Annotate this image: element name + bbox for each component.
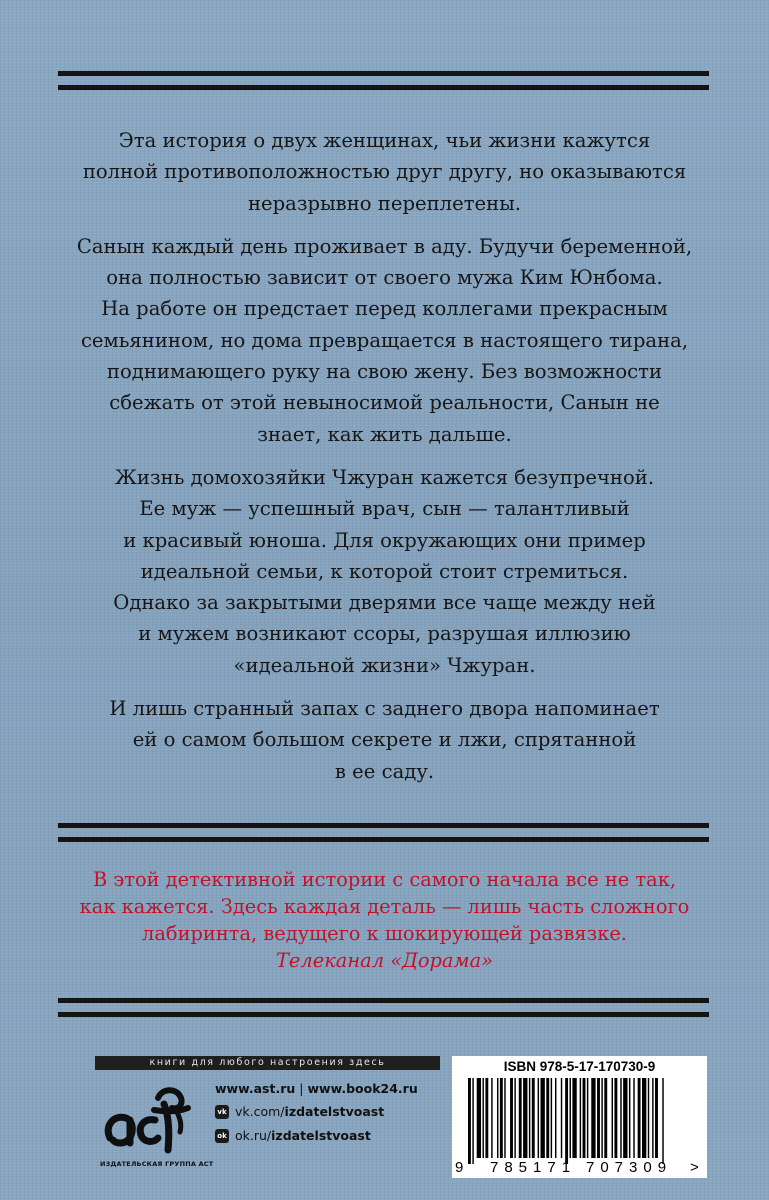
description-line: сбежать от этой невыносимой реальности, Санын не [109, 391, 660, 415]
rule-line [58, 71, 709, 76]
bottom-double-rule [58, 998, 709, 1018]
barcode-bar [500, 1078, 503, 1158]
barcode-bar [597, 1078, 600, 1158]
barcode-digits-right: 707309 [586, 1159, 673, 1176]
barcode-bar [551, 1078, 552, 1158]
barcode-bar [612, 1078, 613, 1158]
description-line: поднимающего руку на свою жену. Без возможности [106, 360, 663, 384]
publisher-slogan: книги для любого настроения здесь [95, 1056, 440, 1070]
barcode-bar [629, 1078, 630, 1158]
barcode-bar [572, 1078, 576, 1158]
barcode-bar [583, 1078, 586, 1158]
barcode-bar [587, 1078, 588, 1158]
rule-line [58, 837, 709, 842]
barcode-bar [652, 1078, 653, 1158]
barcode-bar [633, 1078, 634, 1158]
barcode-bar [620, 1078, 621, 1158]
description-line: Ее муж — успешный врач, сын — талантливый [139, 497, 630, 521]
description-line: И лишь странный запах с заднего двора напоминает [109, 697, 660, 721]
quote-line: В этой детективной истории с самого начала все не так, [92, 868, 677, 891]
barcode-bar [483, 1078, 484, 1158]
barcode-digit-lead: 9 [455, 1159, 464, 1176]
barcode-bar [580, 1078, 581, 1158]
barcode-bar [561, 1078, 562, 1158]
vk-handle: izdatelstvoast [284, 1104, 385, 1119]
ok-handle: izdatelstvoast [271, 1128, 371, 1143]
book-description [60, 125, 709, 799]
link-book24[interactable]: www.book24.ru [307, 1081, 418, 1096]
ok-domain: ok.ru/ [235, 1128, 272, 1143]
barcode-bar [662, 1078, 663, 1164]
barcode-bar [614, 1078, 617, 1158]
vk-domain: vk.com/ [235, 1104, 285, 1119]
barcode-digit-end: > [690, 1159, 699, 1176]
description-line: полной противоположностью друг другу, но оказываются [82, 160, 687, 184]
isbn-number: ISBN 978-5-17-170730-9 [503, 1059, 656, 1074]
barcode-bar [510, 1078, 513, 1158]
description-line: Эта история о двух женщинах, чьи жизни кажутся [118, 129, 651, 152]
barcode-bar [529, 1078, 530, 1158]
barcode-bar [655, 1078, 658, 1158]
barcode-bar [504, 1078, 505, 1158]
ok-icon: ok [215, 1129, 229, 1143]
barcode-digits-left: 785171 [490, 1159, 577, 1176]
link-separator: | [299, 1081, 304, 1096]
description-paragraph [60, 125, 709, 219]
barcode-bar [491, 1078, 492, 1158]
vk-link[interactable] [215, 1100, 445, 1124]
barcode-bar [472, 1078, 473, 1164]
description-line: семьянином, но дома превращается в настоящего тирана, [80, 328, 689, 352]
publisher-links [215, 1078, 445, 1148]
barcode-bar [497, 1078, 498, 1158]
barcode-bar [623, 1078, 627, 1158]
description-line: Однако за закрытыми дверями все чаще между ней [113, 591, 656, 615]
rule-line [58, 1012, 709, 1017]
quote-line: как кажется. Здесь каждая деталь — лишь часть сложного [79, 895, 690, 918]
rule-line [58, 823, 709, 828]
description-line: Санын каждый день проживает в аду. Будучи беременной, [76, 234, 693, 258]
rule-line [58, 998, 709, 1003]
description-paragraph [60, 693, 709, 787]
quote-line: лабиринта, ведущего к шокирующей развязке. [142, 922, 627, 945]
website-links [215, 1078, 445, 1100]
top-double-rule [58, 71, 709, 91]
quote-attribution: Телеканал «Дорама» [276, 949, 493, 972]
barcode-bar [538, 1078, 539, 1158]
isbn-barcode [452, 1056, 707, 1178]
description-paragraph [60, 231, 709, 450]
barcode-bar [485, 1078, 488, 1158]
description-line: неразрывно переплетены. [247, 191, 522, 215]
barcode-bar [638, 1078, 641, 1158]
description-line: На работе он предстает перед коллегами прекрасным [101, 297, 668, 321]
description-line: в ее саду. [334, 759, 435, 783]
barcode-digits [452, 1160, 707, 1178]
barcode-bar [642, 1078, 646, 1158]
description-line: и мужем возникают ссоры, разрушая иллюзию [138, 622, 631, 646]
quote-text [60, 866, 709, 947]
ok-link[interactable] [215, 1124, 445, 1148]
rule-line [58, 85, 709, 90]
description-line: она полностью зависит от своего мужа Ким Юнбома. [106, 266, 663, 290]
vk-icon: vk [215, 1105, 229, 1119]
barcode-bar [648, 1078, 649, 1158]
description-line: знает, как жить дальше. [257, 422, 512, 446]
barcode-bar [570, 1078, 571, 1158]
barcode-bar [514, 1078, 515, 1158]
barcode-bar [541, 1078, 545, 1158]
description-line: Жизнь домохозяйки Чжуран кажется безупречной. [114, 465, 655, 489]
ast-logo-icon [100, 1080, 195, 1158]
barcode-bar [604, 1078, 607, 1158]
description-line: «идеальной жизни» Чжуран. [233, 653, 536, 677]
link-ast[interactable]: www.ast.ru [215, 1081, 296, 1096]
barcode-bar [468, 1078, 471, 1164]
barcode-bar [523, 1078, 527, 1158]
middle-double-rule [58, 823, 709, 843]
description-line: и красивый юноша. Для окружающих они пример [123, 528, 646, 552]
description-line: идеальной семьи, к которой стоит стремиться. [140, 559, 629, 583]
description-line: ей о самом большом секрете и лжи, спрятанной [132, 728, 637, 752]
barcode-bar [477, 1078, 481, 1158]
barcode-bar [532, 1078, 535, 1158]
barcode-bar [555, 1078, 556, 1158]
barcode-bar [601, 1078, 602, 1158]
publisher-name: ИЗДАТЕЛЬСКАЯ ГРУППА АСТ [100, 1160, 214, 1168]
barcode-bar [519, 1078, 522, 1158]
barcode-bar [591, 1078, 595, 1158]
review-quote [60, 866, 709, 974]
barcode-bar [565, 1078, 568, 1164]
barcode-bar [546, 1078, 549, 1158]
description-paragraph [60, 462, 709, 681]
